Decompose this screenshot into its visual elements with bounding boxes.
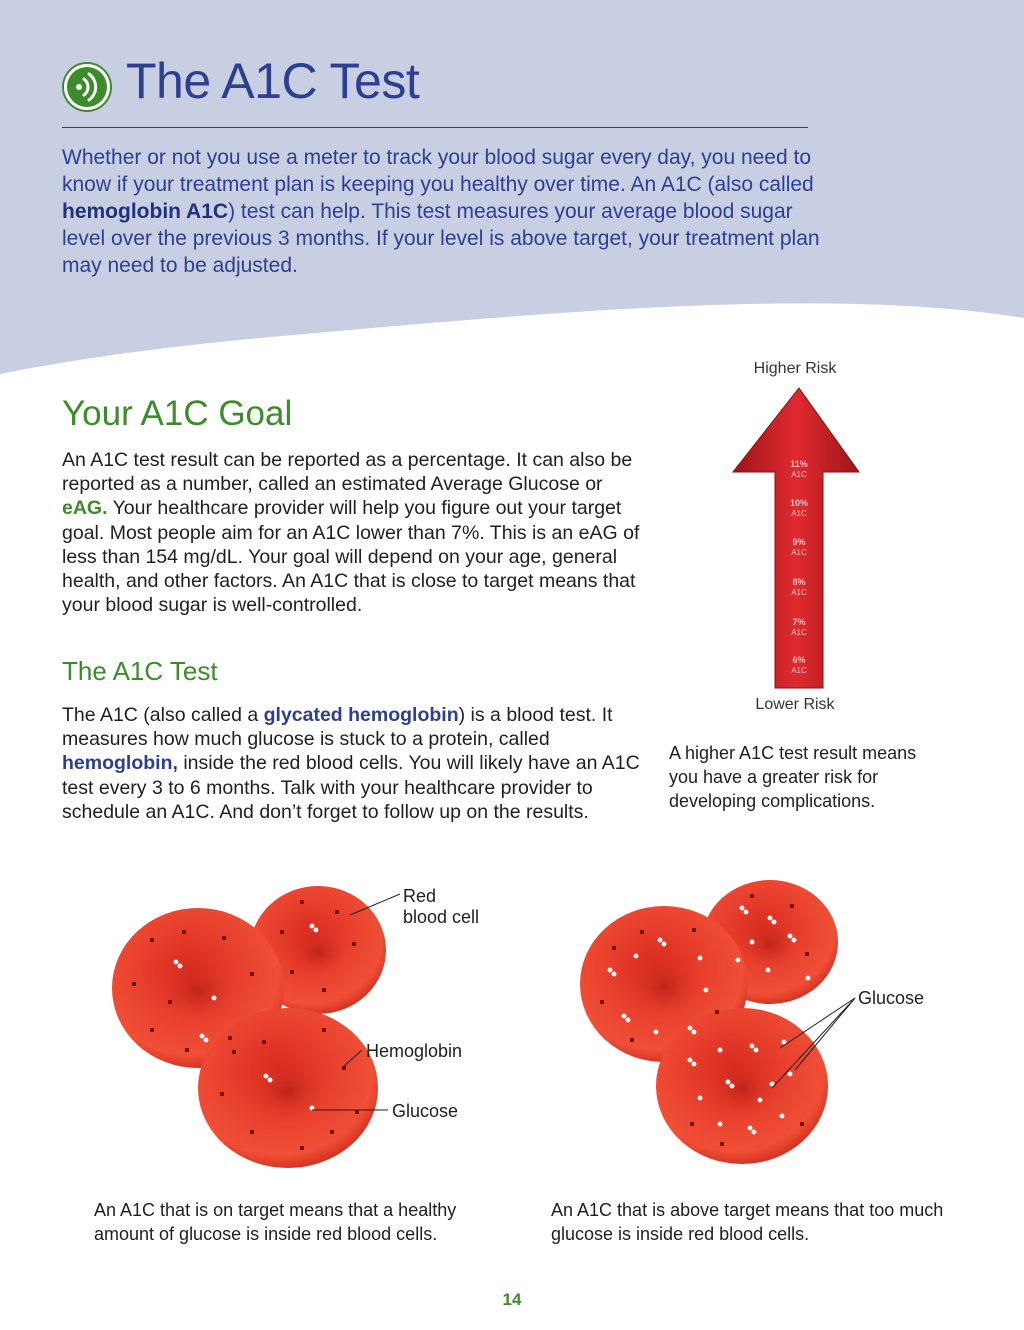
risk-top-label: Higher Risk [753,360,837,377]
risk-level-pct: 9% [792,537,806,547]
risk-level-unit: A1C [791,470,807,479]
risk-level-unit: A1C [791,628,807,637]
label-hemoglobin: Hemoglobin [366,1041,463,1061]
test-paragraph [62,703,642,824]
risk-level-pct: 6% [792,655,806,665]
risk-level-unit: A1C [791,588,807,597]
intro-term-hemoglobin-a1c: hemoglobin A1C [62,200,229,223]
test-term-hemoglobin: hemoglobin, [62,752,178,775]
risk-arrow-graphic [725,355,875,720]
test-term-glycated-hemoglobin: glycated hemoglobin [263,704,459,726]
page-number: 14 [502,1290,522,1309]
left-cell-group [112,886,479,1168]
blood-cell-illustration [0,860,1024,1180]
risk-level-pct: 11% [790,459,808,469]
test-text-3: inside the red blood cells. You will likely have an A1C test every 3 to 6 months. Talk with your healthcare provider to schedule an A1C. And don’t forget to follow up on the results. [62,752,640,823]
label-red-blood-cell-2: blood cell [403,907,480,927]
risk-level-pct: 8% [792,577,806,587]
intro-paragraph [62,144,822,279]
title-divider [62,127,808,128]
risk-level-unit: A1C [791,666,807,675]
risk-caption: A higher A1C test result means you have a greater risk for developing complications. [669,743,917,811]
right-cell-group [580,880,924,1164]
test-text-1: The A1C (also called a [62,704,264,726]
risk-level-pct: 10% [789,498,809,508]
audio-logo-icon [62,62,112,112]
goal-text-2: Your healthcare provider will help you figure out your target goal. Most people aim for an A1C lower than 7%. This is an eAG of less than 154 mg/dL. Your goal will depend on your age, general health, and other factors. An A1C that is close to target means that your blood sugar is well-controlled. [62,497,640,617]
caption-on-target: An A1C that is on target means that a healthy amount of glucose is inside red blood cells. [94,1200,457,1244]
caption-above-target: An A1C that is above target means that too much glucose is inside red blood cells. [551,1200,944,1244]
page-title: The A1C Test [126,53,420,109]
risk-level-unit: A1C [791,509,807,518]
risk-level-pct: 7% [792,617,806,627]
label-glucose-left: Glucose [392,1101,459,1121]
goal-text-1: An A1C test result can be reported as a percentage. It can also be reported as a number, called an estimated Average Glucose or [62,449,633,496]
test-text-2: ) is a blood test. It measures how much glucose is stuck to a protein, called [62,704,613,751]
label-red-blood-cell: Red [403,886,437,906]
label-glucose-right: Glucose [858,988,925,1008]
intro-text-1: Whether or not you use a meter to track your blood sugar every day, you need to know if your treatment plan is keeping you healthy over time. An A1C (also called [62,146,814,196]
goal-term-eag: eAG. [62,497,108,520]
intro-text-2: ) test can help. This test measures your average blood sugar level over the previous 3 months. If your level is above target, your treatment plan may need to be adjusted. [62,200,820,277]
goal-heading: Your A1C Goal [62,394,293,433]
risk-level-unit: A1C [791,548,807,557]
risk-bottom-label: Lower Risk [755,696,835,713]
test-heading: The A1C Test [62,656,218,686]
goal-paragraph [62,448,642,617]
